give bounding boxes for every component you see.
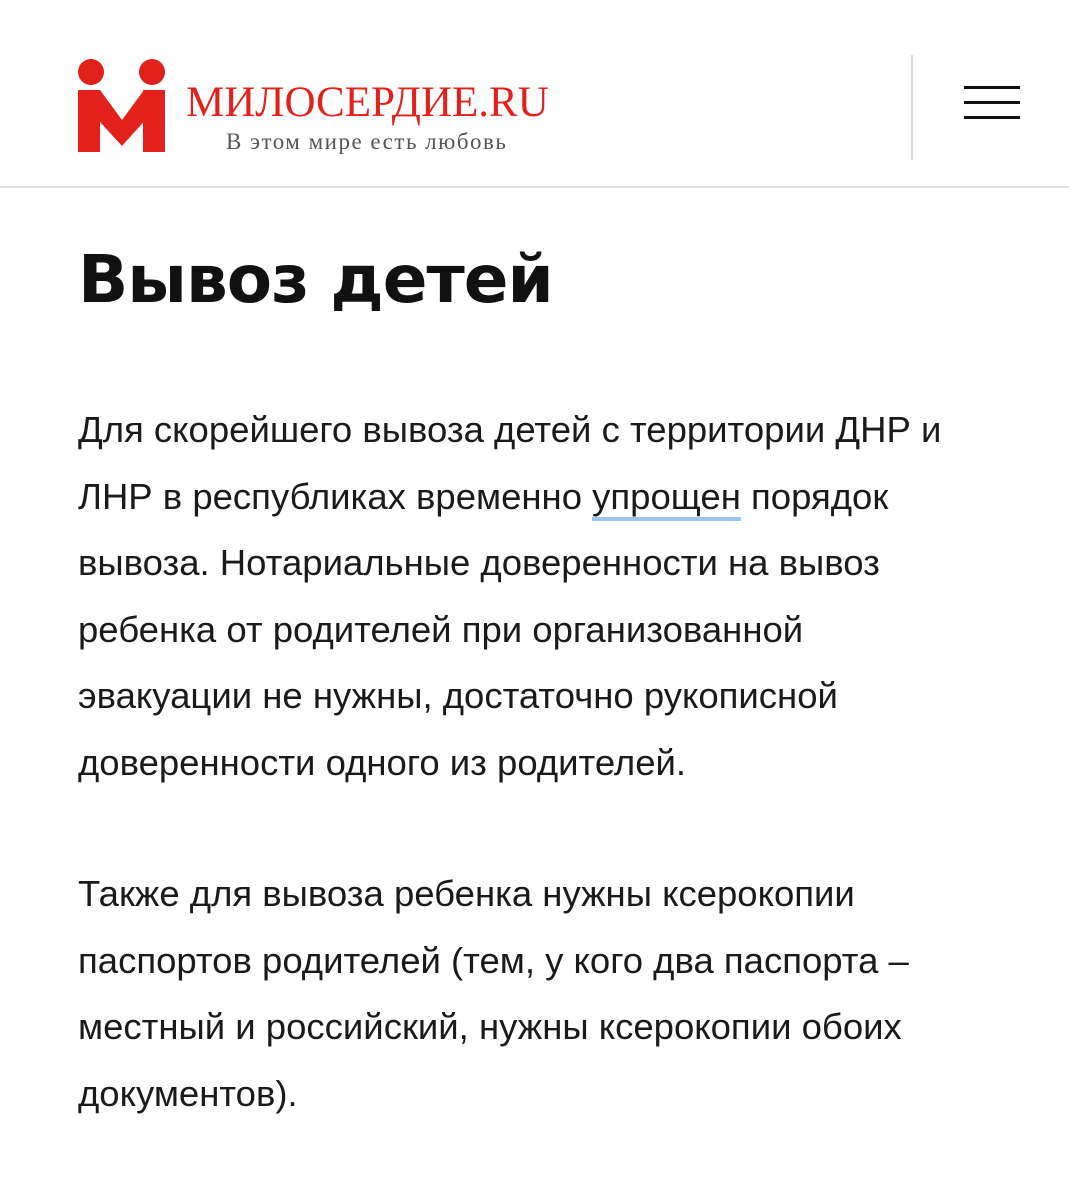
- article-paragraph-1: [78, 397, 941, 796]
- spellcheck-underlined-word[interactable]: упрощен: [592, 476, 741, 521]
- paragraph-text: ЛНР в республиках временно: [78, 475, 593, 517]
- paragraph-line: Для скорейшего вывоза детей с территории ДНР и: [78, 409, 942, 450]
- miloserdie-logo-mark-icon: [76, 58, 168, 154]
- menu-button[interactable]: [952, 78, 1032, 130]
- paragraph-line: ребенка от родителей при организованной: [78, 608, 804, 650]
- hamburger-menu-icon: [964, 86, 1020, 122]
- paragraph-text: порядок: [740, 475, 889, 517]
- paragraph-line: [78, 464, 941, 531]
- paragraph-line: паспортов родителей (тем, у кого два паспорта –: [78, 939, 909, 981]
- paragraph-line: эвакуации не нужны, достаточно рукописной: [78, 675, 838, 716]
- article-paragraph-2: [78, 861, 909, 1127]
- paragraph-line: документов).: [78, 1072, 298, 1114]
- paragraph-line: доверенности одного из родителей.: [78, 741, 687, 783]
- paragraph-line: вывоза. Нотариальные доверенности на вывоз: [78, 542, 880, 583]
- logo-tagline: В этом мире есть любовь: [226, 129, 508, 154]
- header-divider: [911, 55, 913, 160]
- logo-title: МИЛОСЕРДИЕ.RU: [186, 79, 549, 126]
- site-header: [0, 0, 1069, 188]
- article-title: Вывоз детей: [78, 241, 553, 318]
- article: [78, 230, 998, 1114]
- paragraph-line: Также для вывоза ребенка нужны ксерокопии: [78, 873, 855, 914]
- paragraph-line: местный и российский, нужны ксерокопии обоих: [78, 1006, 902, 1047]
- site-logo-link[interactable]: [76, 58, 636, 158]
